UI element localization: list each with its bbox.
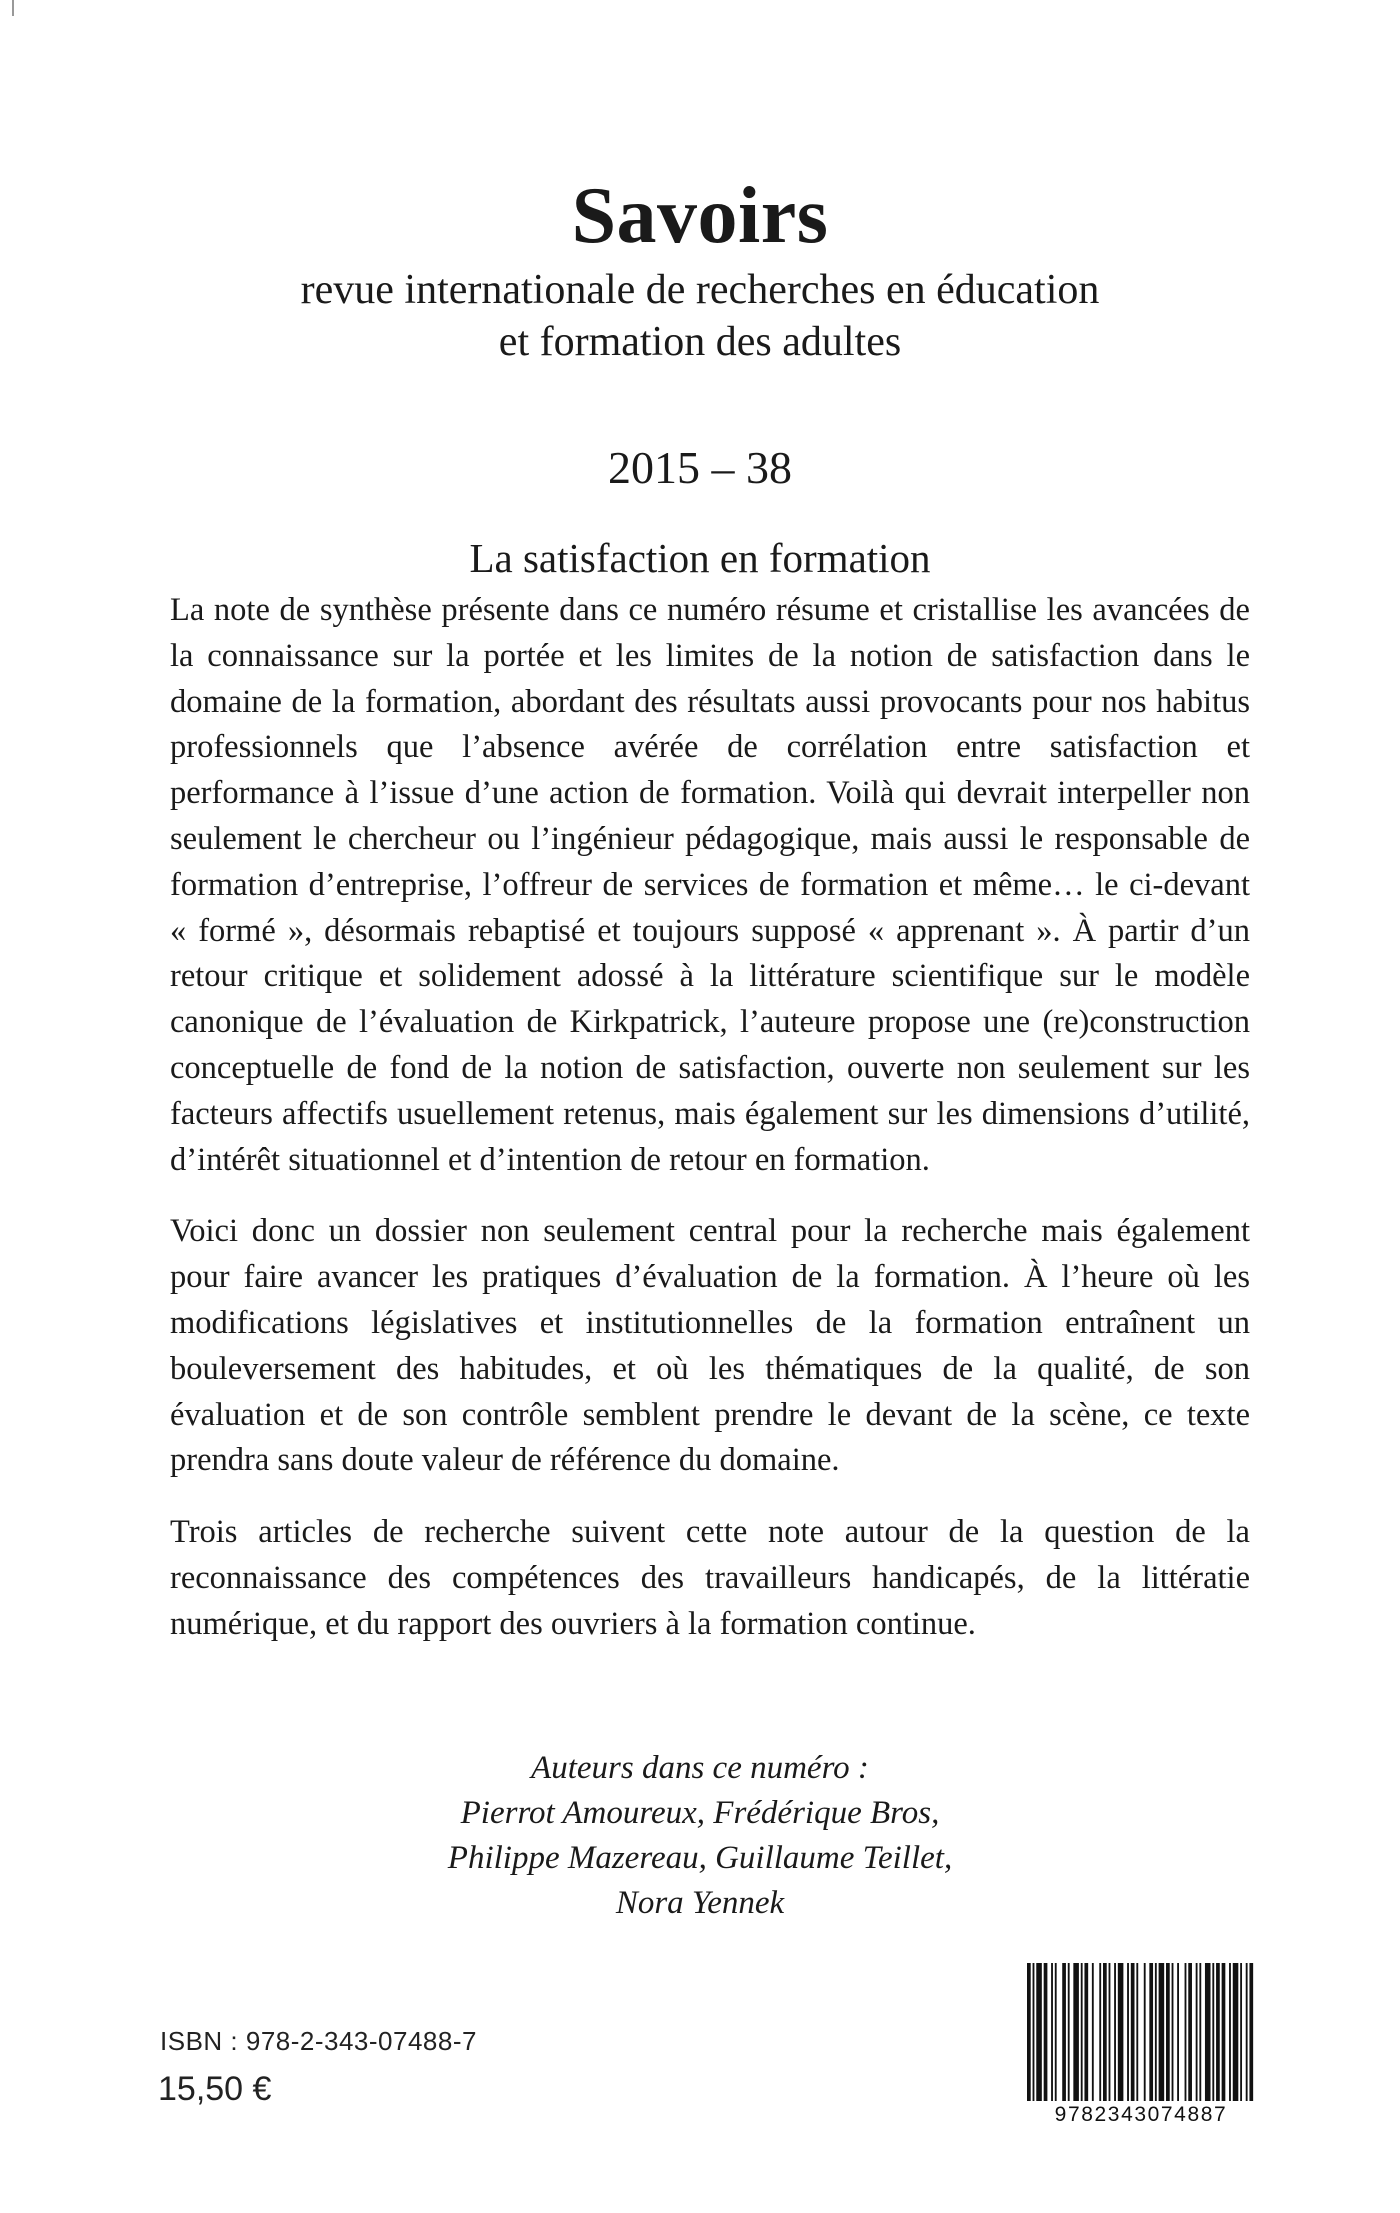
authors-heading: Auteurs dans ce numéro :: [531, 1750, 869, 1786]
isbn-number: ISBN : 978-2-343-07488-7: [160, 2026, 477, 2056]
barcode-bar: [1216, 1963, 1220, 2101]
barcode-bar: [1103, 1963, 1107, 2101]
barcode-bar: [1155, 1963, 1157, 2101]
barcode-bar: [1109, 1963, 1111, 2101]
barcode-bar: [1062, 1963, 1066, 2101]
barcode-bar: [1188, 1963, 1192, 2101]
crop-mark: [12, 0, 14, 16]
barcode-bar: [1114, 1963, 1116, 2101]
barcode-bar: [1051, 1963, 1053, 2101]
description-paragraph-1: La note de synthèse présente dans ce numéro résume et cristallise les avancées de la connaissance sur la portée et les limites de la notion de satisfaction dans le domaine de la formation, abordant des résultats aussi provocants pour nos habitus professionnels que l’absence avérée de corrélation entre satisfaction et performance à l’issue d’une action de formation. Voilà qui devrait interpeller non seulement le chercheur ou l’ingénieur pédagogique, mais aussi le responsable de formation d’entreprise, l’offreur de services de formation et même… le ci-devant « formé », désormais rebaptisé et toujours supposé « apprenant ». À partir d’un retour critique et solidement adossé à la littérature scientifique sur le modèle canonique de l’évaluation de Kirkpatrick, l’auteure propose une (re)construction conceptuelle de fond de la notion de satisfaction, ouverte non seulement sur les facteurs affectifs usuellement retenus, mais également sur les dimensions d’utilité, d’intérêt situationnel et d’intention de retour en formation.: [170, 592, 1250, 1178]
barcode-bar: [1172, 1963, 1174, 2101]
barcode-bar: [1055, 1963, 1057, 2101]
barcode-bar: [1044, 1963, 1048, 2101]
back-cover-description: [170, 588, 1250, 1674]
barcode-bar: [1149, 1963, 1153, 2101]
issue-theme: La satisfaction en formation: [469, 535, 931, 581]
barcode-bar: [1118, 1963, 1124, 2101]
barcode-bar: [1199, 1963, 1201, 2101]
barcode-bar: [1222, 1963, 1226, 2101]
barcode-bar: [1185, 1963, 1187, 2101]
barcode-bar: [1081, 1963, 1083, 2101]
barcode-bar: [1073, 1963, 1079, 2101]
barcode-digits: 9782343074887: [1054, 2103, 1228, 2126]
barcode-bar: [1229, 1963, 1231, 2101]
description-paragraph-2: Voici donc un dossier non seulement central pour la recherche mais également pour faire avancer les pratiques d’évaluation de la formation. À l’heure où les modifications législatives et institutionnelles de la formation entraînent un bouleversement des habitudes, et où les thématiques de la qualité, de son évaluation et de son contrôle semblent prendre le devant de la scène, ce texte prendra sans doute valeur de référence du domaine.: [170, 1213, 1250, 1479]
barcode-bar: [1099, 1963, 1101, 2101]
issue-number: 2015 – 38: [608, 442, 792, 493]
journal-subtitle-line2: et formation des adultes: [498, 319, 902, 365]
journal-header: [0, 168, 1400, 584]
barcode-bar: [1084, 1963, 1088, 2101]
barcode-bar: [1092, 1963, 1094, 2101]
barcode-bar: [1249, 1963, 1253, 2101]
barcode-bar: [1246, 1963, 1248, 2101]
barcode-bar: [1212, 1963, 1214, 2101]
barcode-bar: [1159, 1963, 1165, 2101]
barcode-bar: [1144, 1963, 1146, 2101]
barcode-bar: [1027, 1963, 1031, 2101]
barcode-bar: [1205, 1963, 1211, 2101]
barcode-bar: [1240, 1963, 1242, 2101]
authors-line-3: Nora Yennek: [615, 1885, 785, 1921]
barcode-bar: [1136, 1963, 1138, 2101]
authors-block: [0, 1746, 1400, 1926]
authors-line-2: Philippe Mazereau, Guillaume Teillet,: [447, 1840, 953, 1876]
authors-line-1: Pierrot Amoureux, Frédérique Bros,: [460, 1795, 940, 1831]
barcode-bar: [1127, 1963, 1129, 2101]
barcode-bar: [1166, 1963, 1170, 2101]
barcode-bar: [1033, 1963, 1035, 2101]
barcode-bars-icon: [1027, 1963, 1255, 2103]
barcode: [1027, 1963, 1255, 2128]
barcode-bar: [1036, 1963, 1042, 2101]
journal-subtitle-line1: revue internationale de recherches en éducation: [300, 267, 1100, 313]
price: 15,50 €: [158, 2070, 272, 2108]
barcode-bar: [1196, 1963, 1198, 2101]
description-paragraph-3: Trois articles de recherche suivent cette note autour de la question de la reconnaissance des compétences des travailleurs handicapés, de la littératie numérique, et du rapport des ouvriers à la formation continue.: [170, 1514, 1250, 1642]
barcode-bar: [1131, 1963, 1135, 2101]
barcode-bar: [1177, 1963, 1179, 2101]
barcode-bar: [1233, 1963, 1239, 2101]
barcode-bar: [1068, 1963, 1070, 2101]
journal-title: Savoirs: [571, 172, 829, 260]
